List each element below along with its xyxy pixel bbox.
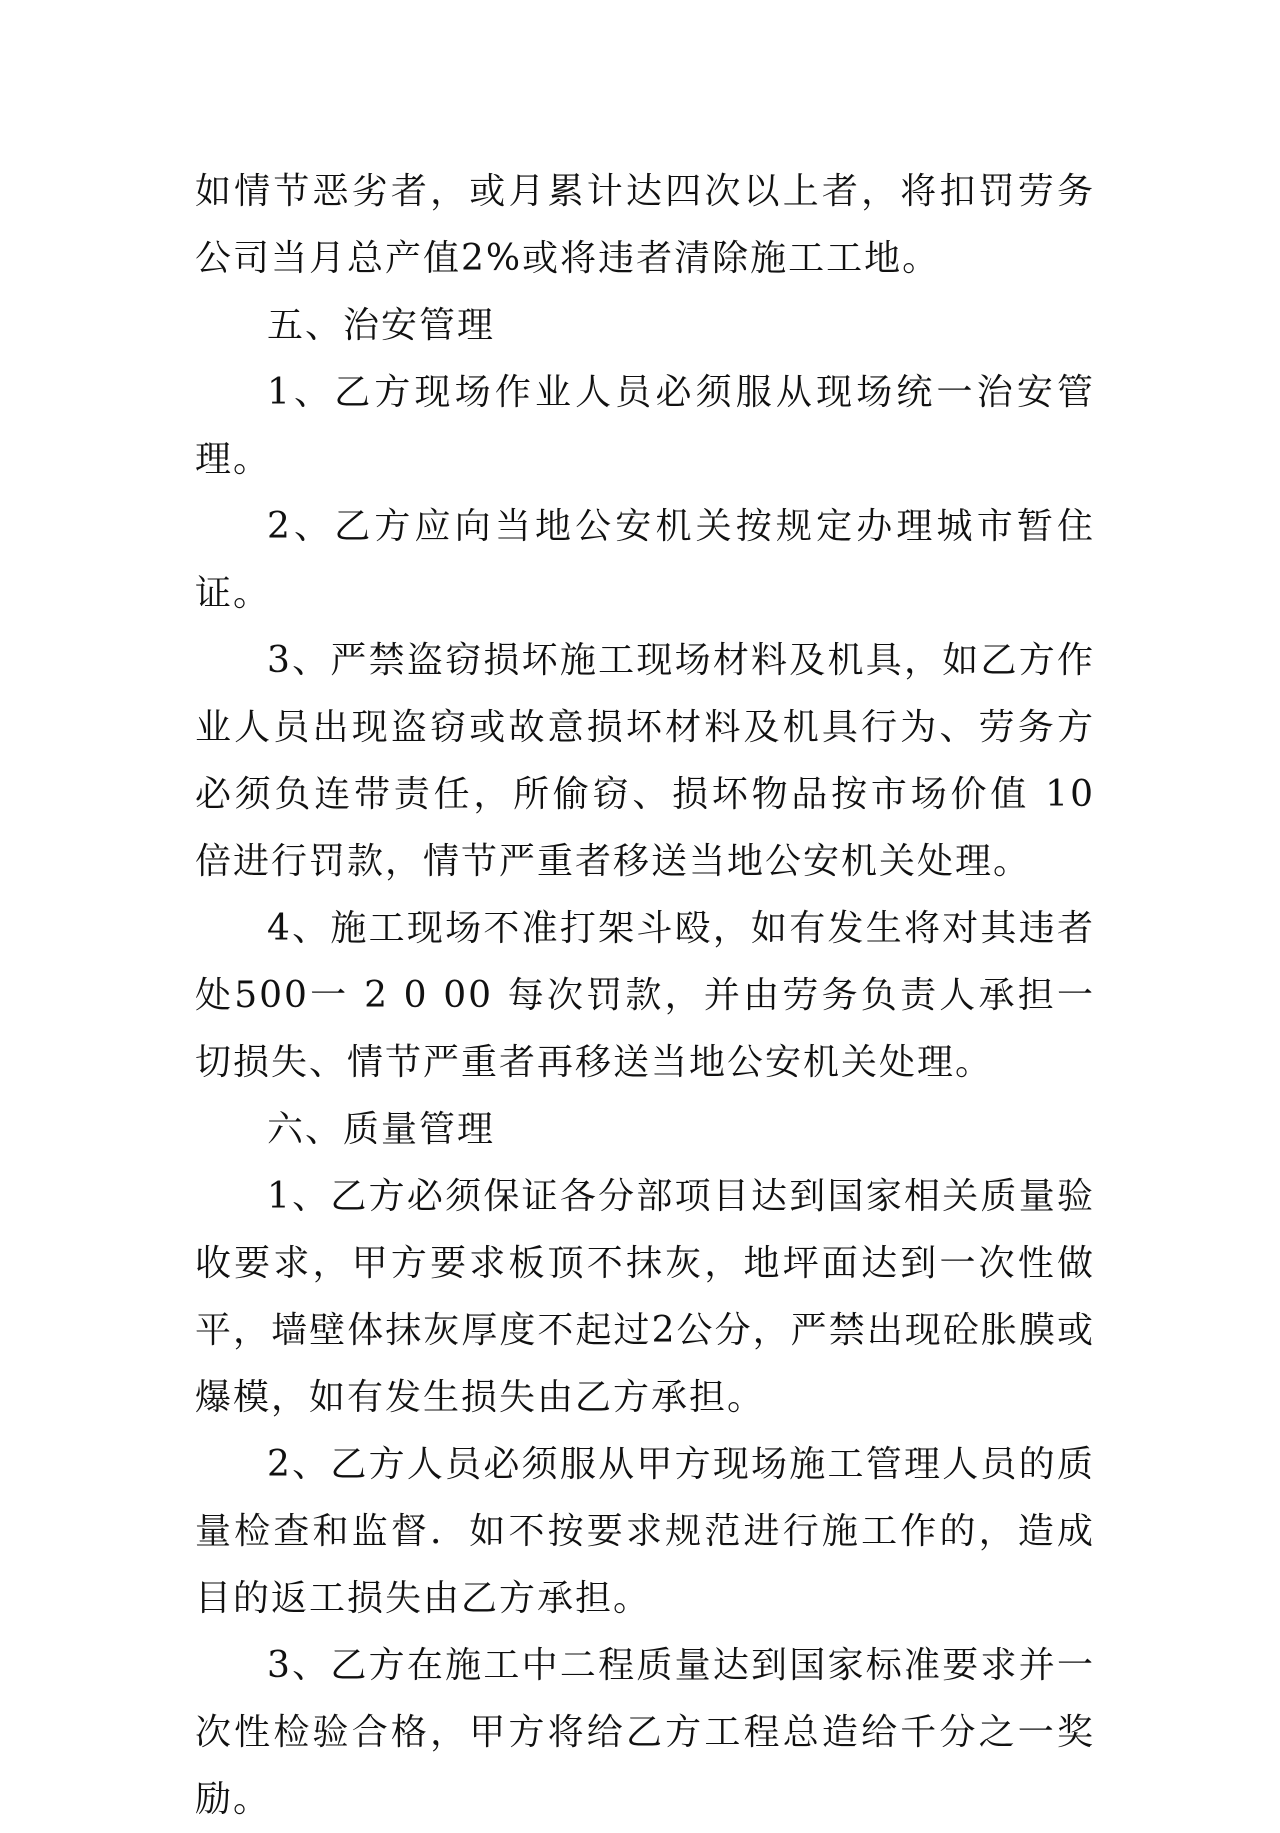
quality-item-1: 1、乙方必须保证各分部项目达到国家相关质量验收要求，甲方要求板顶不抹灰，地坪面达到一次性做平，墙壁体抹灰厚度不起过2公分，严禁出现砼胀膜或爆模，如有发生损失由乙方承担。 <box>195 1176 1095 1418</box>
security-item-3: 3、严禁盗窃损坏施工现场材料及机具，如乙方作业人员出现盗窃或故意损坏材料及机具行为、劳务方必须负连带责任，所偷窃、损坏物品按市场价值 10 倍进行罚款，情节严重者移送当地公安机关处理。 <box>195 640 1095 882</box>
section-heading-quality: 六、质量管理 <box>267 1109 496 1150</box>
security-item-2: 2、乙方应向当地公安机关按规定办理城市暂住证。 <box>195 506 1095 614</box>
quality-item-2: 2、乙方人员必须服从甲方现场施工管理人员的质量检查和监督．如不按要求规范进行施工作的，造成目的返工损失由乙方承担。 <box>195 1444 1095 1619</box>
security-item-1: 1、乙方现场作业人员必须服从现场统一治安管理。 <box>195 372 1095 480</box>
section-heading-public-security: 五、治安管理 <box>267 305 496 346</box>
document-body <box>195 158 1095 1833</box>
continuation-paragraph: 如情节恶劣者，或月累计达四次以上者，将扣罚劳务公司当月总产值2%或将违者清除施工工地。 <box>195 171 1095 279</box>
security-item-4: 4、施工现场不准打架斗殴，如有发生将对其违者处500一 2 0 00 每次罚款，并由劳务负责人承担一切损失、情节严重者再移送当地公安机关处理。 <box>195 908 1095 1083</box>
quality-item-3: 3、乙方在施工中二程质量达到国家标准要求并一次性检验合格，甲方将给乙方工程总造给千分之一奖励。 <box>195 1645 1095 1820</box>
